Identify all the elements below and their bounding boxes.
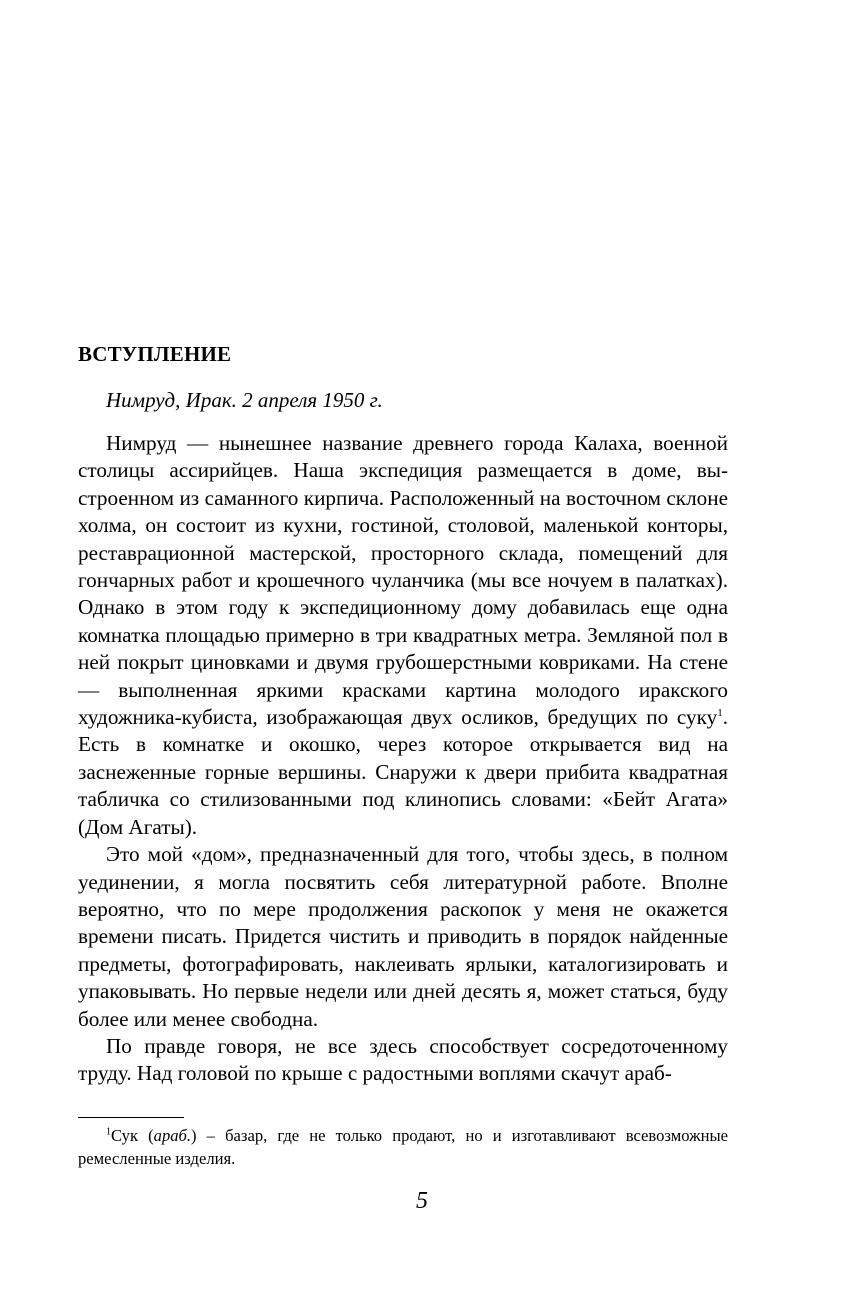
footnote-divider xyxy=(78,1117,184,1118)
footnote-abbreviation: араб. xyxy=(153,1126,192,1145)
footnote xyxy=(78,1124,728,1170)
paragraph-1-part-b: . Есть в комнатке и окошко, через которое открывается вид на заснеженные горные вершины. Снаружи к двери прибита квадратная табличка со стилизованными под клинопись словами: «Бейт Агата» (Дом Агаты). xyxy=(78,705,728,839)
chapter-heading: ВСТУПЛЕНИЕ xyxy=(78,342,232,366)
footnote-marker: 1 xyxy=(106,1126,111,1138)
paragraph-2: Это мой «дом», предназначенный для того, чтобы здесь, в полном уединении, я могла посвятить себя литературной работе. Вполне вероятно, что по мере продолжения раскопок у меня не окажется времени писать. Придется чистить и приводить в порядок найденные предметы, фотографировать, наклеивать ярлыки, каталогизировать и упаковывать. Но первые недели или дней десять я, может статься, буду более или менее свободна. xyxy=(78,842,728,1031)
paragraph-3: По правде говоря, не все здесь способствует сосредоточенному труду. Над головой по крыше с радостными воплями скачут араб- xyxy=(78,1033,728,1086)
footnote-reference: 1 xyxy=(717,707,723,719)
paragraph-1 xyxy=(78,430,728,841)
footnote-definition: ) – базар, где не только продают, но и изготавливают всевозможные ремесленные изделия. xyxy=(78,1126,728,1168)
dateline: Нимруд, Ирак. 2 апреля 1950 г. xyxy=(106,388,383,412)
page-number: 5 xyxy=(416,1188,428,1214)
body-text xyxy=(78,430,728,1088)
paragraph-1-part-a: Нимруд — нынешнее название древнего города Калаха, военной столицы ассирийцев. Наша экспедиция размещается в доме, выстроенном из саманного кирпича. Расположенный на восточном склоне холма, он состоит из кухни, гостиной, столовой, маленькой конторы, реставрационной мастерской, просторного склада, помещений для гончарных работ и крошечного чуланчика (мы все ночуем в палатках). Однако в этом году к экспедиционному дому добавилась еще одна комнатка площадью примерно в три квадратных метра. Земляной пол в ней покрыт циновками и двумя грубошерстными ковриками. На стене — выполненная яркими красками картина молодого иракского художника-кубиста, изображающая двух осликов, бредущих по суку xyxy=(78,431,728,730)
footnote-open-paren: ( xyxy=(138,1126,154,1145)
footnote-term: Сук xyxy=(111,1126,139,1145)
